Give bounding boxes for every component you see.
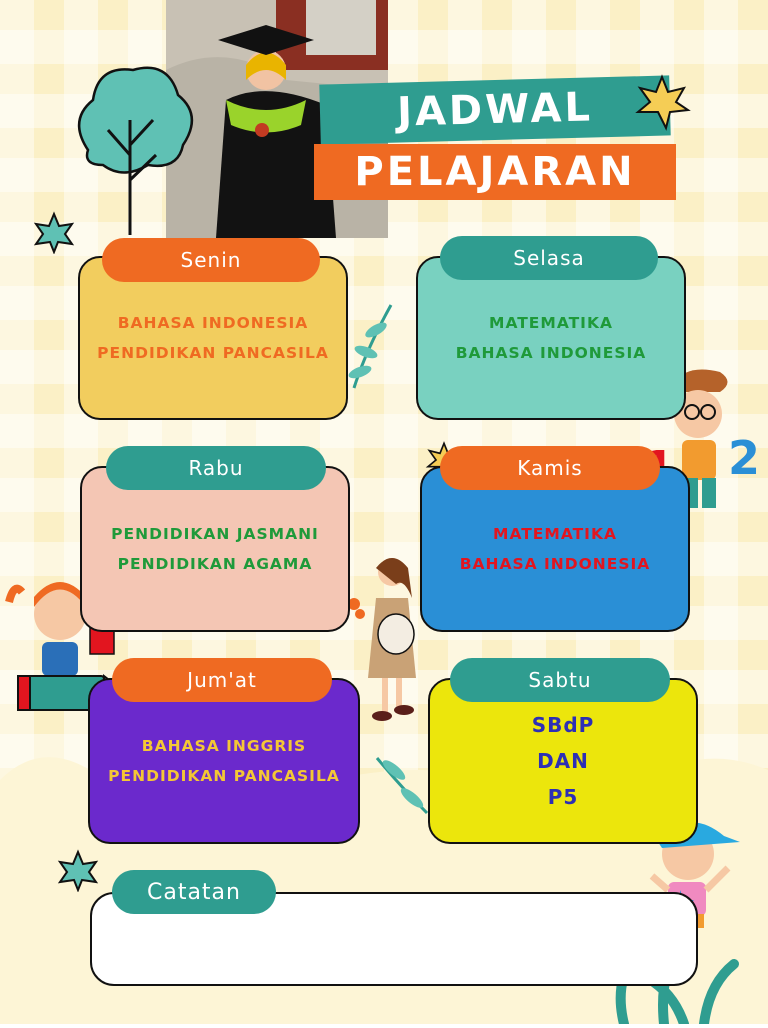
day-label-selasa: Selasa	[440, 236, 658, 280]
fern-icon	[346, 300, 396, 394]
subject-rabu-1: PENDIDIKAN JASMANI	[111, 525, 319, 543]
leaf-icon	[32, 210, 76, 258]
day-label-rabu: Rabu	[106, 446, 326, 490]
subject-selasa-1: MATEMATIKA	[489, 314, 613, 332]
subject-jumat-2: PENDIDIKAN PANCASILA	[108, 767, 340, 785]
subject-sabtu-3: P5	[547, 785, 579, 809]
day-label-kamis: Kamis	[440, 446, 660, 490]
day-label-sabtu: Sabtu	[450, 658, 670, 702]
subject-senin-2: PENDIDIKAN PANCASILA	[97, 344, 329, 362]
card-kamis	[420, 466, 690, 632]
subject-sabtu-1: SBdP	[531, 713, 595, 737]
day-label-senin: Senin	[102, 238, 320, 282]
title-line1: JADWAL	[396, 84, 594, 136]
tree-icon	[68, 60, 198, 244]
subject-kamis-1: MATEMATIKA	[493, 525, 617, 543]
subject-kamis-2: BAHASA INDONESIA	[459, 555, 651, 573]
card-sabtu	[428, 678, 698, 844]
subject-sabtu-2: DAN	[537, 749, 589, 773]
subject-jumat-1: BAHASA INGGRIS	[141, 737, 307, 755]
title-banner-line1	[319, 75, 670, 144]
card-selasa	[416, 256, 686, 420]
fern-icon-middle	[372, 748, 432, 822]
day-label-jumat: Jum'at	[112, 658, 332, 702]
title-line2: PELAJARAN	[354, 149, 636, 195]
maple-leaf-icon	[632, 72, 692, 136]
card-rabu	[80, 466, 350, 632]
subject-selasa-2: BAHASA INDONESIA	[455, 344, 647, 362]
leaf-icon-bottom	[56, 848, 100, 896]
subject-rabu-2: PENDIDIKAN AGAMA	[117, 555, 313, 573]
card-jumat	[88, 678, 360, 844]
notes-label: Catatan	[112, 870, 276, 914]
svg-text:2: 2	[728, 431, 761, 485]
subject-senin-1: BAHASA INDONESIA	[117, 314, 309, 332]
title-banner-line2	[314, 144, 676, 200]
